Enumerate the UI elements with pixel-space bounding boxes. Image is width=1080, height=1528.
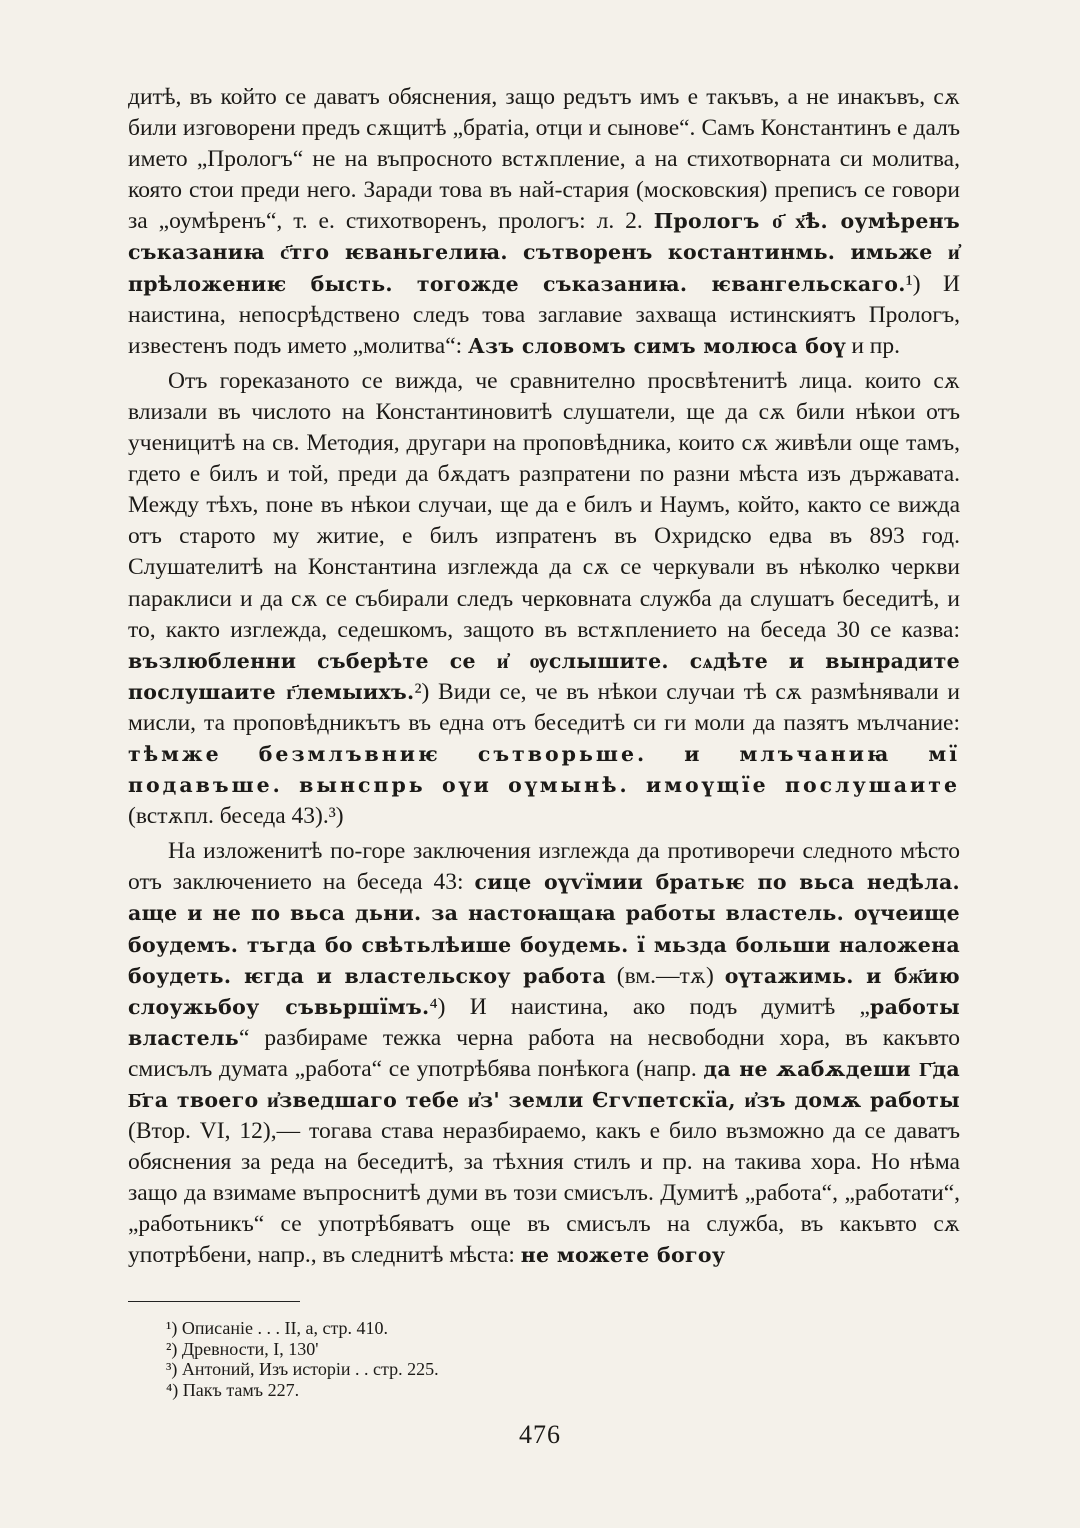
footnote-mark: ³) [166, 1359, 178, 1379]
footnote-mark: ⁴) [166, 1379, 179, 1400]
footnote-mark: ¹) [166, 1318, 178, 1338]
footnote-text: Описаніе . . . II, a, стр. 410. [181, 1318, 389, 1338]
footnote [166, 1339, 766, 1360]
church-slavonic-quote: да не ѫабѫдеши Г҃да Б҃га твоего и҆зведшаго тебе и҆з' земли Єгѵпетскїа, и҆зъ домѫ работы [128, 1056, 960, 1112]
church-slavonic-quote: тѣмже безмлъвниѥ сътворьше. и млъчаниꙗ мї подавъше. вынспрь оүи оүмынѣ. имоүщїе послушаите [128, 741, 960, 798]
footnote [166, 1359, 766, 1380]
text-run: ¹) И наистина, непосрѣдствено следъ това заглавие захваща истинскиятъ Прологъ, известенъ подъ името „молитва“: [128, 270, 960, 359]
body-text [128, 82, 960, 1272]
church-slavonic-quote: не можете богоу [520, 1243, 726, 1268]
paragraph [128, 82, 960, 362]
footnote [166, 1318, 766, 1339]
paragraph [128, 366, 960, 832]
text-run: На изложенитѣ по-горе заключения изглежда да противоречи следното мѣсто отъ заключението на беседа 43: [128, 838, 960, 896]
church-slavonic-quote: сице оүѵїмии братьѥ по вьса недѣла. аще и не по вьса дьни. за настоꙗщаꙗ работы властель. оүчеище боудемъ. тъгда бо свѣтьлѣише боудемь. ї мьзда больши наложена боудеть. ѥгда и властельскоу работа [128, 870, 960, 988]
church-slavonic-quote: Азъ словомъ симъ молюса боү [468, 333, 846, 358]
paragraph [128, 836, 960, 1271]
footnote-text: Древности, I, 130' [181, 1338, 319, 1359]
church-slavonic-quote: Прологъ о҃ х҃ѣ. оумѣренъ съказаниꙗ с҃тго ѥваньгелиꙗ. сътворенъ костантинмь. имьже и҆ прѣложениѥ бысть. тогожде съказаниꙗ. ѥвангельскаго. [128, 209, 960, 296]
footnote-rule [128, 1301, 300, 1302]
text-run: ⁴) И наистина, ако подъ думитѣ „ [429, 993, 870, 1020]
text-run: (встѫпл. беседа 43).³) [128, 803, 344, 830]
footnote-text: Антоний, Изъ исторіи . . стр. 225. [181, 1359, 439, 1379]
footnote-mark: ²) [166, 1338, 178, 1359]
church-slavonic-quote: работы властель [128, 994, 960, 1050]
text-run: “ разбираме тежка черна работа на несвободни хора, въ какъвто смисълъ думата „работа“ се употрѣбява понѣкога (напр. [128, 1024, 960, 1082]
text-run: Отъ гореказаното се вижда, че сравнително просвѣтенитѣ лица. които сѫ влизали въ числото на Константиновитѣ слушатели, ще да сѫ били нѣкои отъ ученицитѣ на св. Методия, другари на проповѣдника, които сѫ живѣли още тамъ, гдето е билъ и той, преди да бѫдатъ разпратени по разни мѣста изъ държавата. Между тѣхъ, поне въ нѣкои случаи, ще да е билъ и Наумъ, който, както се вижда отъ старото му житие, е билъ изпратенъ въ Охридско едва въ 893 год. Слушателитѣ на Константина изглежда да сѫ се черкували въ нѣколко черкви параклиси и да сѫ се събирали следъ черковната служба да слушатъ беседитѣ, и то, както изглежда, седешкомъ, защото въ встѫплението на беседа 30 се казва: [128, 367, 960, 643]
church-slavonic-quote: възлюбленни съберѣте се и҆ ѹслышите. сѧдѣте и вынрадите послушаите г҃лемыихъ. [128, 648, 960, 704]
page-number: 476 [519, 1420, 561, 1449]
text-run: ²) Види се, че въ нѣкои случаи тѣ сѫ размѣнявали и мисли, та проповѣдникътъ въ една отъ беседитѣ си ги моли да пазятъ мълчание: [128, 678, 960, 736]
text-run: и пр. [845, 332, 900, 359]
text-run: дитѣ, въ който се даватъ обяснения, защо редътъ имъ е такъвъ, а не инакъвъ, сѫ били изговорени предъ сѫщитѣ „братіа, отци и сынове“. Самъ Константинъ е далъ името „Прологъ“ не на въпросното встѫпление, а на стихотворната си молитва, която стои преди него. Заради това въ най-стария (московския) преписъ се говори за „оумѣренъ“, т. е. стихотворенъ, прологъ: л. 2. [128, 84, 960, 235]
footnote [166, 1380, 766, 1401]
text-run: (Втор. VI, 12),— тогава става неразбираемо, какъ е било възможно да се даватъ обяснения за реда на беседитѣ, за тѣхния стилъ и пр. на такива хора. Но нѣма защо да взимаме въпроснитѣ думи въ този смисълъ. Думитѣ „работа“, „работати“, „работьникъ“ се употрѣбяватъ още въ смисълъ на служба, въ какъвто сѫ употрѣбени, напр., въ следнитѣ мѣста: [128, 1118, 960, 1269]
church-slavonic-quote: оүтажимь. и бж҃ию слоужьбоу съвьршїмъ. [128, 963, 960, 1019]
footnotes [166, 1318, 766, 1400]
text-run: (вм.—тѫ) [605, 962, 725, 989]
footnote-text: Пакъ тамъ 227. [182, 1379, 300, 1400]
